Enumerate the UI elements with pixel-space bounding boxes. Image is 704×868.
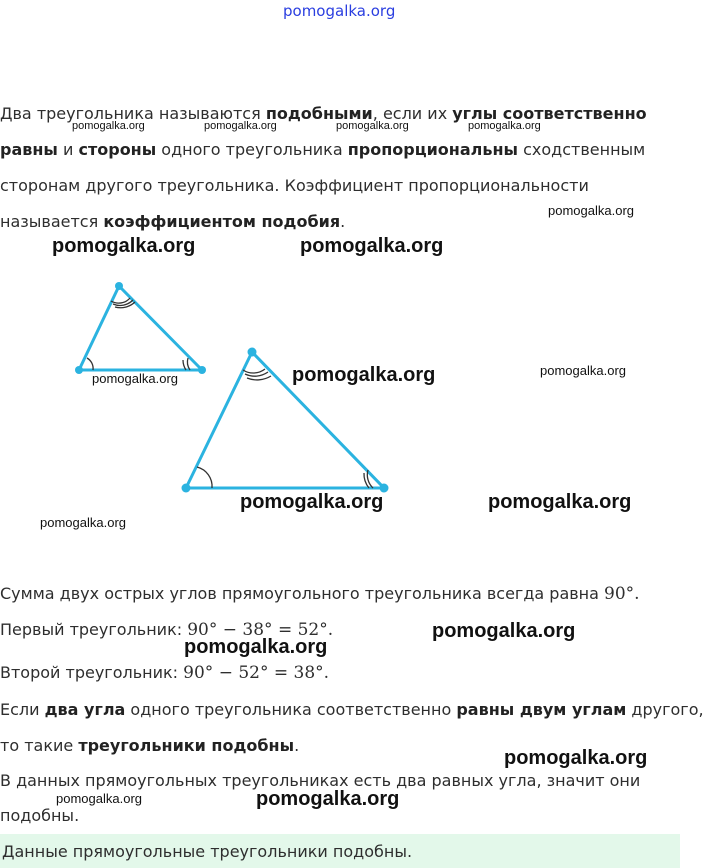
math-formula: 90° − 52° = 38°.	[183, 663, 330, 683]
text: Второй треугольник:	[0, 663, 184, 682]
watermark: pomogalka.org	[292, 364, 436, 386]
watermark: pomogalka.org	[488, 491, 632, 513]
watermark: pomogalka.org	[468, 120, 541, 132]
bold-term: коэффициентом подобия	[103, 212, 341, 231]
text: , если их	[372, 104, 453, 123]
watermark: pomogalka.org	[240, 491, 384, 513]
watermark: pomogalka.org	[336, 120, 409, 132]
small-triangle	[79, 286, 202, 370]
bold-term: углы соответственно	[452, 104, 647, 123]
similar-triangles-figure	[0, 270, 680, 510]
bold-term: равны двум углам	[456, 700, 627, 719]
watermark: pomogalka.org	[504, 747, 648, 769]
watermark: pomogalka.org	[56, 791, 142, 806]
text: сходственным	[518, 140, 646, 159]
bold-term: подобными	[265, 104, 373, 123]
watermark: pomogalka.org	[204, 120, 277, 132]
text: Два треугольника называются	[0, 104, 266, 123]
text: то такие	[0, 736, 79, 755]
text: называется	[0, 212, 104, 231]
watermark: pomogalka.org	[300, 235, 444, 257]
definition-line-4	[0, 212, 345, 232]
rule-line-1	[0, 700, 704, 720]
definition-line-3: сторонам другого треугольника. Коэффициент пропорциональности	[0, 176, 589, 195]
watermark: pomogalka.org	[52, 235, 196, 257]
text: Если	[0, 700, 45, 719]
conclusion-line-1: В данных прямоугольных треугольниках есть два равных угла, значит они	[0, 771, 641, 790]
text: Первый треугольник:	[0, 620, 188, 639]
watermark: pomogalka.org	[72, 120, 145, 132]
watermark: pomogalka.org	[92, 371, 178, 386]
bold-term: два угла	[44, 700, 126, 719]
rule-line-2	[0, 736, 299, 756]
watermark: pomogalka.org	[256, 788, 400, 810]
sum-of-angles-line	[0, 584, 640, 604]
text: и	[57, 140, 79, 159]
text: .	[294, 736, 300, 755]
bold-term: стороны	[78, 140, 157, 159]
math-formula: 90° − 38° = 52°.	[187, 620, 334, 640]
second-triangle-line	[0, 663, 329, 683]
text: другого,	[626, 700, 704, 719]
small-triangle-vertices	[75, 282, 206, 374]
text: одного треугольника соответственно	[125, 700, 457, 719]
watermark: pomogalka.org	[40, 515, 126, 530]
math-value: 90°.	[604, 584, 640, 604]
text: одного треугольника	[156, 140, 348, 159]
watermark: pomogalka.org	[540, 363, 626, 378]
watermark: pomogalka.org	[432, 620, 576, 642]
small-triangle-angle-marks	[87, 298, 190, 370]
text: Сумма двух острых углов прямоугольного треугольника всегда равна	[0, 584, 605, 603]
watermark-top: pomogalka.org	[283, 2, 396, 20]
definition-line-2	[0, 140, 645, 160]
watermark: pomogalka.org	[548, 203, 634, 218]
watermark: pomogalka.org	[184, 636, 328, 658]
text: .	[340, 212, 346, 231]
conclusion-line-2: подобны.	[0, 806, 80, 825]
answer-text: Данные прямоугольные треугольники подобны.	[2, 842, 413, 861]
bold-term: треугольники подобны	[78, 736, 295, 755]
bold-term: равны	[0, 140, 58, 159]
bold-term: пропорциональны	[347, 140, 519, 159]
